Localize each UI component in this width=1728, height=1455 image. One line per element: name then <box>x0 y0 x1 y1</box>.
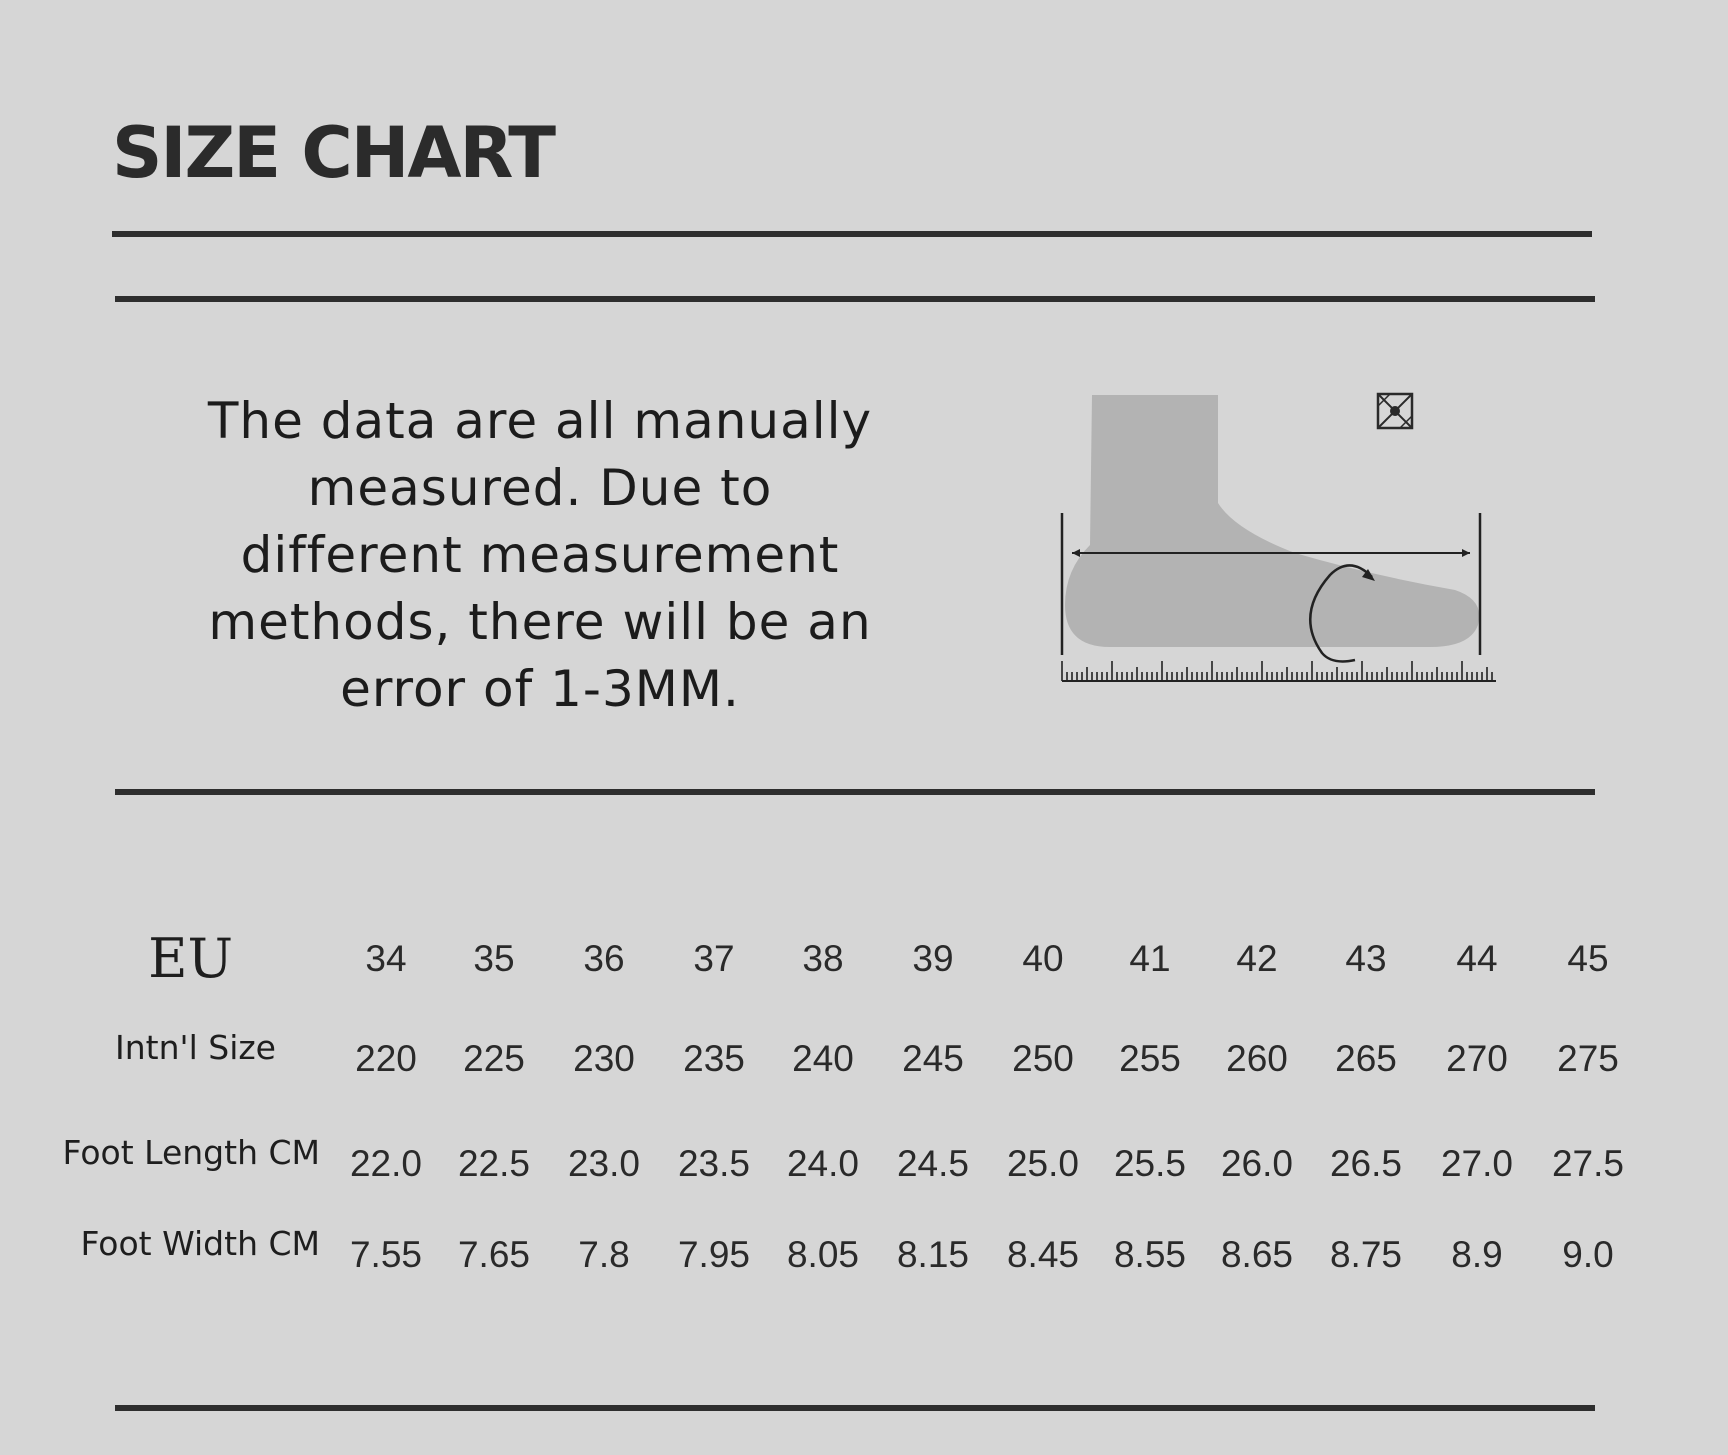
foot-width-cell: 7.55 <box>349 1234 422 1275</box>
eu-size-cell: 34 <box>365 938 407 979</box>
note-line: measured. Due to <box>307 459 773 517</box>
foot-length-cell: 24.5 <box>896 1143 969 1184</box>
divider-bottom <box>115 1405 1595 1411</box>
length-arrow-right-head <box>1462 549 1470 557</box>
foot-width-cell: 8.15 <box>896 1234 969 1275</box>
row-label-intl-size: Intn'l Size <box>115 1028 276 1067</box>
foot-width-cell: 8.05 <box>786 1234 859 1275</box>
intl-size-cell: 220 <box>355 1038 417 1079</box>
eu-size-cell: 41 <box>1129 938 1171 979</box>
divider-middle <box>115 789 1595 795</box>
table-row-foot-length <box>0 1125 1728 1185</box>
eu-size-cell: 45 <box>1567 938 1609 979</box>
divider-top-1 <box>112 231 1592 237</box>
foot-width-cell: 9.0 <box>1562 1234 1614 1275</box>
intl-size-cell: 245 <box>902 1038 964 1079</box>
intl-size-cell: 235 <box>683 1038 745 1079</box>
foot-length-cell: 25.5 <box>1113 1143 1186 1184</box>
foot-width-cell: 8.65 <box>1220 1234 1293 1275</box>
foot-measurement-icon <box>1050 385 1510 705</box>
eu-size-cell: 39 <box>912 938 954 979</box>
eu-size-cell: 40 <box>1022 938 1064 979</box>
eu-size-cell: 35 <box>473 938 515 979</box>
eu-size-cell: 36 <box>583 938 625 979</box>
foot-width-cell: 8.55 <box>1113 1234 1186 1275</box>
ruler-ticks <box>1062 661 1492 681</box>
image-placeholder-icon <box>1376 392 1414 430</box>
table-row-intl-size <box>0 1020 1728 1080</box>
foot-length-cell: 23.5 <box>677 1143 750 1184</box>
note-line: error of 1-3MM. <box>340 660 740 718</box>
foot-shape <box>1065 395 1479 647</box>
eu-size-cell: 38 <box>802 938 844 979</box>
row-label-eu: EU <box>148 927 233 990</box>
eu-size-cell: 43 <box>1345 938 1387 979</box>
note-line: different measurement <box>240 526 840 584</box>
foot-width-cell: 8.75 <box>1329 1234 1402 1275</box>
foot-width-cell: 7.65 <box>457 1234 530 1275</box>
foot-width-cell: 8.9 <box>1451 1234 1503 1275</box>
row-label-foot-length: Foot Length CM <box>62 1133 320 1172</box>
foot-length-cell: 22.0 <box>349 1143 422 1184</box>
foot-length-cell: 27.0 <box>1440 1143 1513 1184</box>
eu-size-cell: 37 <box>693 938 735 979</box>
measurement-note <box>140 388 940 723</box>
foot-width-cell: 8.45 <box>1006 1234 1079 1275</box>
table-row-eu <box>0 920 1728 990</box>
note-line: The data are all manually <box>207 392 873 450</box>
intl-size-cell: 260 <box>1226 1038 1288 1079</box>
intl-size-cell: 240 <box>792 1038 854 1079</box>
foot-length-cell: 25.0 <box>1006 1143 1079 1184</box>
divider-top-2 <box>115 296 1595 302</box>
intl-size-cell: 255 <box>1119 1038 1181 1079</box>
foot-length-cell: 22.5 <box>457 1143 530 1184</box>
foot-length-cell: 27.5 <box>1551 1143 1624 1184</box>
note-line: methods, there will be an <box>208 593 872 651</box>
intl-size-cell: 230 <box>573 1038 635 1079</box>
intl-size-cell: 275 <box>1557 1038 1619 1079</box>
foot-width-cell: 7.8 <box>578 1234 630 1275</box>
foot-width-cell: 7.95 <box>677 1234 750 1275</box>
intl-size-cell: 265 <box>1335 1038 1397 1079</box>
eu-size-cell: 42 <box>1236 938 1278 979</box>
foot-length-cell: 24.0 <box>786 1143 859 1184</box>
intl-size-cell: 225 <box>463 1038 525 1079</box>
length-arrow-left-head <box>1072 549 1080 557</box>
intl-size-cell: 270 <box>1446 1038 1508 1079</box>
foot-length-cell: 26.0 <box>1220 1143 1293 1184</box>
foot-length-cell: 23.0 <box>567 1143 640 1184</box>
table-row-foot-width <box>0 1216 1728 1276</box>
row-label-foot-width: Foot Width CM <box>80 1224 320 1263</box>
intl-size-cell: 250 <box>1012 1038 1074 1079</box>
foot-length-cell: 26.5 <box>1329 1143 1402 1184</box>
eu-size-cell: 44 <box>1456 938 1498 979</box>
page-title: SIZE CHART <box>112 112 555 194</box>
